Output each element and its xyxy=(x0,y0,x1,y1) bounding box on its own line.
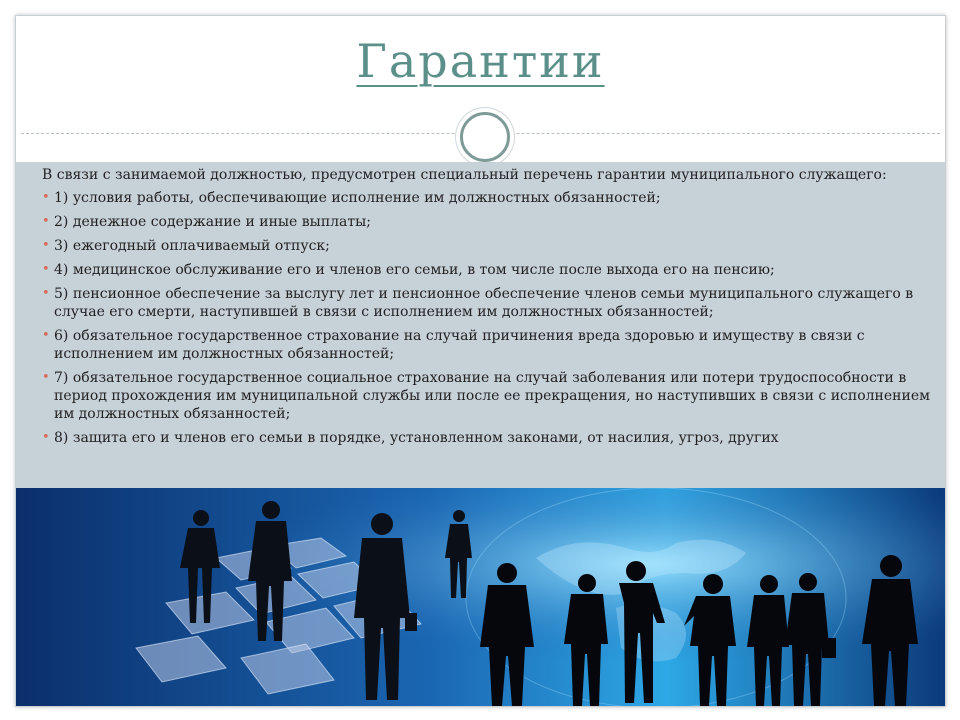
list-item: • 1) условия работы, обеспечивающие исполнение им должностных обязанностей; xyxy=(42,189,932,207)
slide xyxy=(15,15,946,707)
guarantees-list xyxy=(42,189,932,447)
business-people-image xyxy=(16,488,945,706)
business-people-illustration xyxy=(16,488,945,706)
list-item: • 6) обязательное государственное страхование на случай причинения вреда здоровью и имуществу в связи с исполнением им должностных обязанностей; xyxy=(42,327,932,363)
list-item: • 2) денежное содержание и иные выплаты; xyxy=(42,213,932,231)
content-text xyxy=(42,166,932,453)
list-item: • 7) обязательное государственное социальное страхование на случай заболевания или потери трудоспособности в период прохождения им муниципальной службы или после ее прекращения, но наступивших в связи с исполнением им должностных обязанностей; xyxy=(42,369,932,423)
intro-text: В связи с занимаемой должностью, предусмотрен специальный перечень гарантии муниципального служащего: xyxy=(42,167,887,183)
list-item: • 3) ежегодный оплачиваемый отпуск; xyxy=(42,237,932,255)
list-item: • 5) пенсионное обеспечение за выслугу лет и пенсионное обеспечение членов семьи муниципального служащего в случае его смерти, наступившей в связи с исполнением им должностных обязанностей; xyxy=(42,285,932,321)
slide-title: Гарантии xyxy=(356,34,605,88)
list-item: • 4) медицинское обслуживание его и членов его семьи, в том числе после выхода его на пенсию; xyxy=(42,261,932,279)
list-item: • 8) защита его и членов его семьи в порядке, установленном законами, от насилия, угроз, других xyxy=(42,429,932,447)
divider-circle-icon xyxy=(460,112,510,162)
